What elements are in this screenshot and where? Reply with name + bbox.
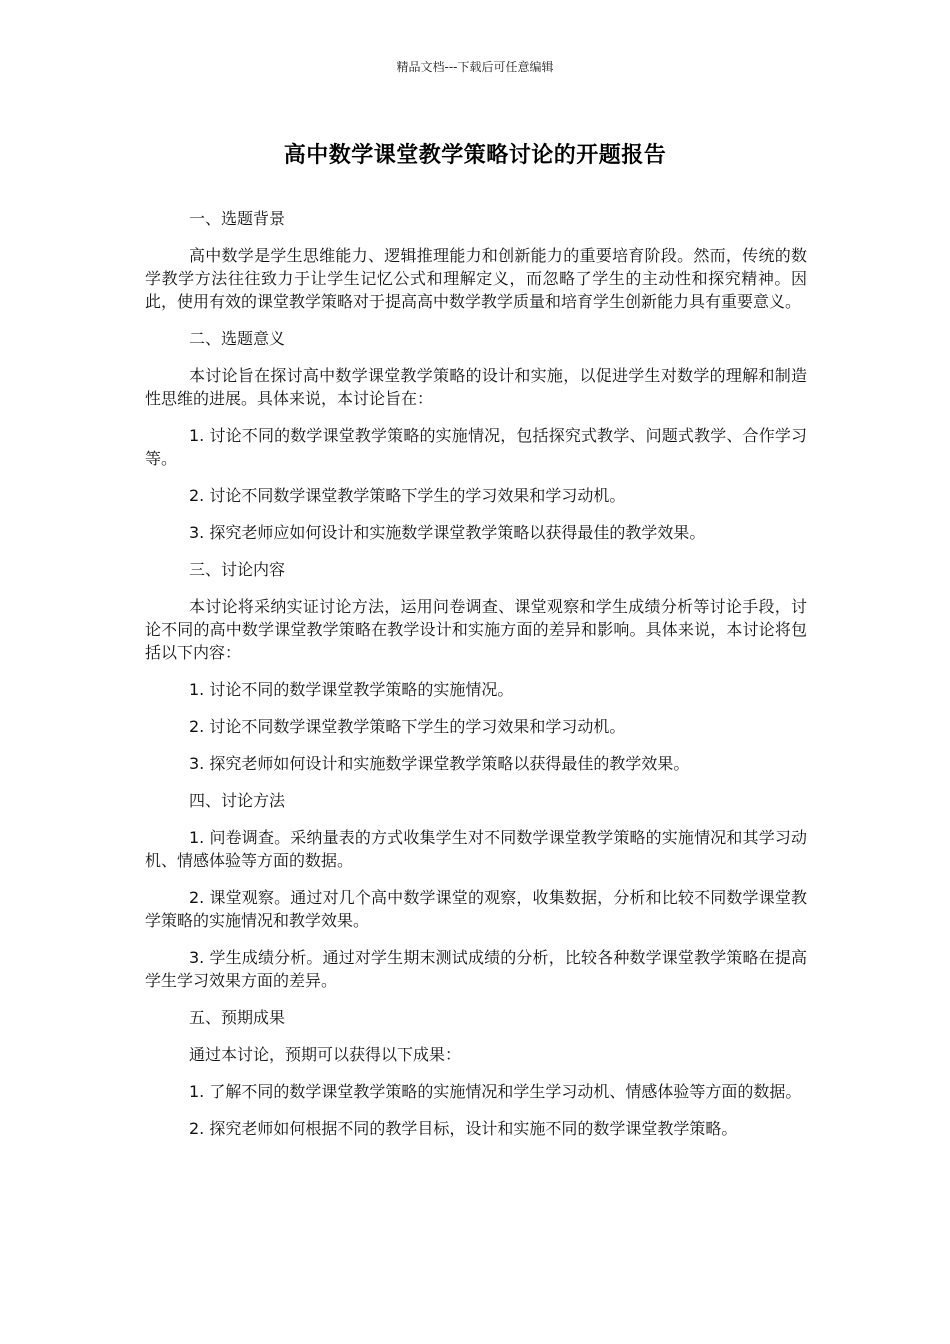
paragraph-background: 高中数学是学生思维能力、逻辑推理能力和创新能力的重要培育阶段。然而，传统的数学教学方法往往致力于让学生记忆公式和理解定义，而忽略了学生的主动性和探究精神。因此，使用有效的课堂教学策略对于提高高中数学教学质量和培育学生创新能力具有重要意义。 bbox=[145, 246, 807, 311]
methods-item-1: 1. 问卷调查。采纳量表的方式收集学生对不同数学课堂教学策略的实施情况和其学习动机、情感体验等方面的数据。 bbox=[145, 828, 807, 870]
document-title: 高中数学课堂教学策略讨论的开题报告 bbox=[283, 143, 667, 168]
section-heading-background: 一、选题背景 bbox=[189, 209, 286, 228]
outcomes-item-1: 1. 了解不同的数学课堂教学策略的实施情况和学生学习动机、情感体验等方面的数据。 bbox=[189, 1082, 802, 1101]
paragraph-significance: 本讨论旨在探讨高中数学课堂教学策略的设计和实施，以促进学生对数学的理解和制造性思维的进展。具体来说，本讨论旨在： bbox=[145, 366, 807, 408]
section-heading-methods: 四、讨论方法 bbox=[189, 791, 286, 810]
significance-item-1: 1. 讨论不同的数学课堂教学策略的实施情况，包括探究式教学、问题式教学、合作学习等。 bbox=[145, 426, 807, 468]
paragraph-content: 本讨论将采纳实证讨论方法，运用问卷调查、课堂观察和学生成绩分析等讨论手段，讨论不同的高中数学课堂教学策略在教学设计和实施方面的差异和影响。具体来说，本讨论将包括以下内容： bbox=[145, 597, 807, 662]
content-item-3: 3. 探究老师如何设计和实施数学课堂教学策略以获得最佳的教学效果。 bbox=[189, 754, 690, 773]
section-heading-content: 三、讨论内容 bbox=[189, 560, 286, 579]
document-body bbox=[145, 207, 807, 1154]
outcomes-item-2: 2. 探究老师如何根据不同的教学目标，设计和实施不同的数学课堂教学策略。 bbox=[189, 1119, 738, 1138]
methods-item-3: 3. 学生成绩分析。通过对学生期末测试成绩的分析，比较各种数学课堂教学策略在提高学生学习效果方面的差异。 bbox=[145, 948, 807, 990]
content-item-2: 2. 讨论不同数学课堂教学策略下学生的学习效果和学习动机。 bbox=[189, 717, 626, 736]
significance-item-2: 2. 讨论不同数学课堂教学策略下学生的学习效果和学习动机。 bbox=[189, 486, 626, 505]
header-note: 精品文档---下载后可任意编辑 bbox=[396, 60, 554, 74]
paragraph-outcomes: 通过本讨论，预期可以获得以下成果： bbox=[189, 1045, 462, 1064]
section-heading-outcomes: 五、预期成果 bbox=[189, 1008, 286, 1027]
methods-item-2: 2. 课堂观察。通过对几个高中数学课堂的观察，收集数据，分析和比较不同数学课堂教学策略的实施情况和教学效果。 bbox=[145, 888, 807, 930]
significance-item-3: 3. 探究老师应如何设计和实施数学课堂教学策略以获得最佳的教学效果。 bbox=[189, 523, 706, 542]
section-heading-significance: 二、选题意义 bbox=[189, 329, 286, 348]
content-item-1: 1. 讨论不同的数学课堂教学策略的实施情况。 bbox=[189, 680, 514, 699]
